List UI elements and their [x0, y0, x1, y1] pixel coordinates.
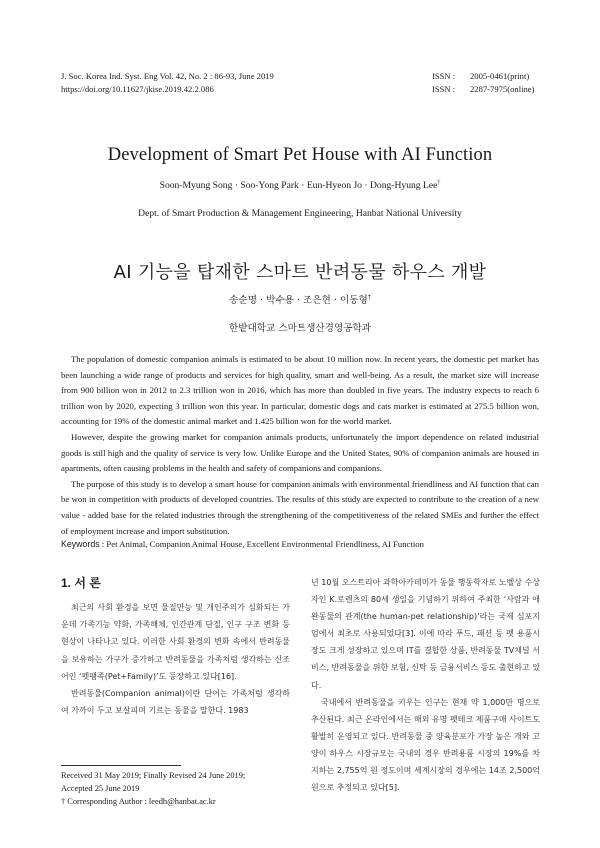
body-paragraph: 년 10월 오스트리아 과학아카데미가 동물 행동학자로 노벨상 수상자인 K.로렌츠의 80세 생일을 기념하기 위하여 주최한 ‘사람과 애완동물의 관계(the human-pet relationship)’라는 국제 심포지엄에서 최초로 사용되었다[3]. 이에 따라 푸드, 패션 등 펫 용품시장도 크게 성장하고 있으며 IT를 결합한 상품, 반려동물 TV채널 서비스, 반려동물을 위한 보험, 신탁 등 금융서비스 등도 출현하고 있다. — [311, 578, 540, 690]
paper-title-korean: AI 기능을 탑재한 스마트 반려동물 하우스 개발 — [113, 262, 487, 283]
keywords-text: : Pet Animal, Companion Animal House, Excellent Environmental Friendliness, AI Function — [101, 539, 424, 549]
affiliation-korean: 한밭대학교 스마트생산경영공학과 — [228, 323, 372, 334]
body-column-right — [311, 574, 540, 796]
body-column-left — [61, 574, 290, 719]
section-body-right — [311, 574, 540, 796]
corresponding-author: † Corresponding Author : leedh@hanbat.ac.kr — [61, 796, 216, 806]
abstract-paragraph: However, despite the growing market for companion animals products, unfortunately the import dependence on related industrial goods is still high and the quality of service is very low. Unlike Europe and the United States, 90% of companion animals are housed in apartments, often causing problems in the health and safety of companions and companions. — [61, 431, 539, 474]
journal-header — [61, 70, 274, 96]
issn-label: ISSN : — [432, 84, 456, 94]
issn-online: 2287-7975(online) — [470, 84, 535, 94]
body-paragraph: 최근의 사회 환경을 보면 물질만능 및 개인주의가 심화되는 가운데 가족기능 약화, 가족해체, 인간관계 단절, 인구 구조 변화 등 현상이 나타나고 있다. 이러한 사회 환경의 변화 속에서 반려동물을 보유하는 가구가 증가하고 반려동물을 가족처럼 생각하는 신조어인 ‘펫팸족(Pet+Family)’도 등장하고 있다[16]. — [61, 603, 290, 681]
authors-korean — [0, 292, 600, 306]
section-body-left — [61, 599, 290, 719]
authors-english — [0, 180, 600, 191]
body-paragraph: 국내에서 반려동물을 키우는 인구는 현재 약 1,000만 명으로 추산된다. 최근 온라인에서는 해외 유명 펫테크 제품구매 사이트도 활발히 운영되고 있다. 반려동물 중 양육분포가 가장 높은 개와 고양이 하우스 시장규모는 국내의 경우 반려용품 시장의 19%를 차지하는 2,755억 원 정도이며 세계시장의 경우에는 14조 2,500억 원으로 추정되고 있다[5]. — [311, 697, 540, 793]
paper-title-english: Development of Smart Pet House with AI Function — [107, 145, 493, 165]
author-list-korean: 송순명 · 박수용 · 조은현 · 이동형 — [229, 295, 368, 306]
corresponding-dagger: † — [367, 294, 371, 301]
body-paragraph: 반려동물(Companion animal)이란 단어는 가족처럼 생각하여 가까이 두고 보살피며 기르는 동물을 말한다. 1983 — [61, 689, 290, 716]
accepted-date: Accepted 25 June 2019 — [61, 783, 140, 793]
journal-citation: J. Soc. Korea Ind. Syst. Eng Vol. 42, No. 2 : 86-93, June 2019 — [61, 71, 274, 81]
abstract-paragraph: The purpose of this study is to develop a smart house for companion animals with environmental friendliness and AI function that can be won in competition with products of developed countries. The results of this study are expected to contribute to the creation of a new value - added base for the related industries through the strengthening of the competitiveness of the related SMEs and further the effect of employment increase and import substitution. — [61, 478, 539, 536]
section-heading: 1. 서 론 — [61, 576, 101, 590]
abstract — [61, 352, 539, 539]
abstract-paragraph: The population of domestic companion animals is estimated to be about 10 million now. In recent years, the domestic pet market has been launching a wide range of products and services for high quality, smart and well-being. As a result, the market size will increase from 900 billion won in 2012 to 2.3 trillion won in 2016, which has more than doubled in five years. The industry expects to reach 6 trillion won by 2020, expecting 3 trillion won this year. In particular, domestic dogs and cats market is estimated at 275.5 billion won, accounting for 19% of the domestic animal market and 1.425 billion won for the world market. — [61, 354, 539, 427]
issn-block — [432, 70, 534, 96]
received-date: Received 31 May 2019; Finally Revised 24 June 2019; — [61, 771, 246, 780]
affiliation-english: Dept. of Smart Production & Management Engineering, Hanbat National University — [138, 208, 462, 219]
doi-link[interactable]: https://doi.org/10.11627/jkise.2019.42.2.086 — [61, 84, 214, 94]
corresponding-dagger: † — [437, 180, 441, 186]
issn-label: ISSN : — [432, 71, 456, 81]
keywords-line — [61, 539, 424, 549]
issn-print: 2005-0461(print) — [470, 71, 530, 81]
footnotes — [61, 770, 245, 808]
author-list: Soon-Myung Song · Soo-Yong Park · Eun-Hyeon Jo · Dong-Hyung Lee — [159, 180, 438, 191]
keywords-label: Keywords — [61, 539, 100, 549]
footnote-divider — [61, 765, 181, 766]
